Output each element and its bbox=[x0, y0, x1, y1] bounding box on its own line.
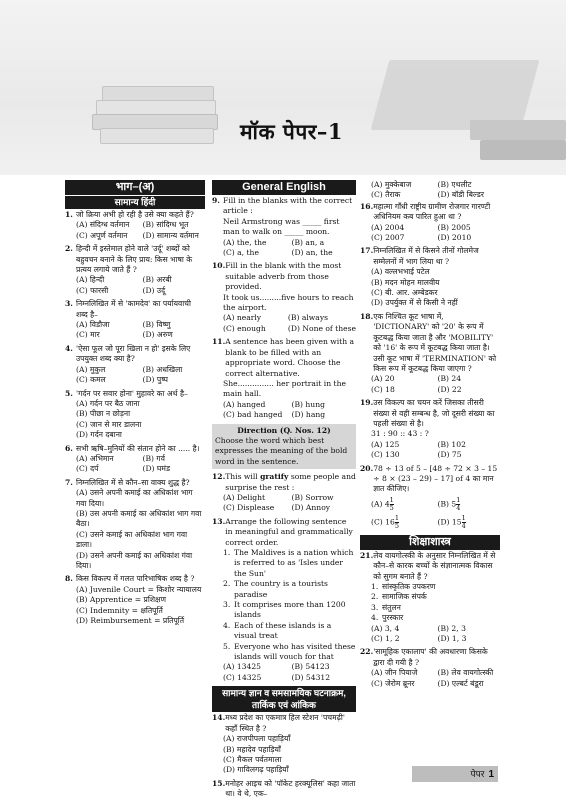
option: (B) अरबी bbox=[142, 275, 172, 285]
option: (B) लेव वायगोत्स्की bbox=[437, 668, 494, 678]
option: (C) जेरोम ब्रूनर bbox=[371, 678, 415, 688]
option: (A) राजपीपला पहाड़ियाँ bbox=[223, 734, 291, 744]
section-header-part-a: भाग–(अ) bbox=[65, 180, 205, 195]
option: (D) उर्दू bbox=[142, 285, 166, 295]
options-grid bbox=[65, 454, 205, 475]
options-grid bbox=[360, 440, 500, 461]
question-text: मध्य प्रदेश का एकमात्र हिल स्टेशन 'पचमढ़ी' कहाँ स्थित है ? bbox=[225, 713, 345, 733]
option: (B) Sorrow bbox=[291, 492, 334, 502]
statement-number: 2. bbox=[223, 579, 231, 589]
question-item bbox=[360, 647, 500, 689]
question-text-part: some people and surprise the rest : bbox=[225, 472, 356, 492]
fraction-option bbox=[371, 497, 434, 512]
section-header-hindi: सामान्य हिंदी bbox=[65, 196, 205, 209]
option: (D) अरुण bbox=[142, 330, 173, 340]
question-subtext: Neil Armstrong was _____ first man to walk on _____ moon. bbox=[223, 216, 340, 237]
column-3 bbox=[360, 180, 500, 692]
option: (B) सांदिग्ध भूत bbox=[142, 220, 189, 230]
question-item bbox=[360, 551, 500, 645]
options-grid bbox=[212, 662, 356, 683]
page-number: 1 bbox=[488, 769, 494, 780]
statement-number: 3. bbox=[223, 600, 231, 610]
options-grid bbox=[360, 624, 500, 645]
question-item bbox=[65, 244, 205, 296]
question-number: 14. bbox=[212, 713, 226, 723]
question-subtext: It took us.........five hours to reach the airport. bbox=[223, 292, 354, 313]
denominator: 5 bbox=[389, 503, 394, 512]
statement bbox=[360, 603, 500, 613]
denominator: 5 bbox=[394, 521, 399, 530]
options-grid bbox=[65, 585, 205, 627]
question-text: 'गर्दन पर सवार होना' मुहावरे का अर्थ है– bbox=[76, 388, 188, 398]
question-number: 3. bbox=[65, 299, 73, 309]
option: (D) hang bbox=[291, 410, 326, 420]
question-item bbox=[212, 261, 356, 334]
column-2 bbox=[212, 180, 356, 803]
option-label: (B) 5 bbox=[437, 499, 457, 509]
statement bbox=[360, 592, 500, 602]
question-text: 'सामूहिक एकालाप' की अवधारणा किसके द्वारा दी गयी है ? bbox=[373, 647, 488, 667]
options-grid bbox=[65, 488, 205, 571]
option: (D) पुष्प bbox=[142, 375, 168, 385]
question-text-part: This will bbox=[225, 472, 261, 482]
question-text: जो क्रिया अभी हो रही है उसे क्या कहते हैं? bbox=[76, 210, 194, 219]
question-number: 16. bbox=[360, 201, 374, 211]
question-item bbox=[212, 196, 356, 258]
direction-heading: Direction (Q. Nos. 12) bbox=[237, 425, 331, 435]
options-grid bbox=[212, 493, 356, 514]
question-text: लेव वायगोत्स्की के अनुसार निम्नलिखित में से कौन–से कारक बच्चों के संज्ञानात्मक विकास को सुगम बनाते हैं ? bbox=[373, 550, 496, 581]
page-title: मॉक पेपर–1 bbox=[240, 119, 343, 144]
option: (A) हिन्दी bbox=[76, 275, 105, 285]
option: (C) a, the bbox=[223, 248, 259, 258]
question-item bbox=[65, 210, 205, 241]
option: (D) 54312 bbox=[291, 672, 331, 682]
options-grid bbox=[360, 223, 500, 244]
statement bbox=[212, 621, 356, 642]
page-footer bbox=[412, 766, 498, 782]
question-item bbox=[65, 344, 205, 386]
denominator: 4 bbox=[461, 521, 466, 530]
statement bbox=[360, 613, 500, 623]
option: (D) गाविलगढ़ पहाड़ियाँ bbox=[223, 765, 289, 775]
option: (B) an, a bbox=[291, 237, 325, 247]
option: (C) Indemnity = क्षतिपूर्ति bbox=[76, 605, 163, 615]
question-item bbox=[65, 389, 205, 441]
option: (A) विडौजा bbox=[76, 320, 110, 330]
question-number: 4. bbox=[65, 343, 73, 353]
section-header-english: General English bbox=[212, 180, 356, 195]
question-number: 1. bbox=[65, 210, 73, 219]
question-number: 15. bbox=[212, 778, 226, 788]
question-text: A sentence has been given with a blank to be filled with an appropriate word. Choose the correct alternative. bbox=[225, 337, 355, 378]
question-number: 20. bbox=[360, 463, 374, 473]
fraction-option bbox=[438, 515, 501, 530]
statement-number: 5. bbox=[223, 641, 231, 651]
question-list bbox=[360, 202, 500, 461]
option: (D) गर्दन दबाना bbox=[76, 430, 122, 440]
statement-text: सांस्कृतिक उपकरण bbox=[382, 582, 436, 591]
option: (C) 2007 bbox=[371, 233, 405, 243]
question-number: 10. bbox=[212, 261, 226, 271]
question-text: किस विकल्प में गलत पारिभाषिक शब्द है ? bbox=[76, 574, 195, 584]
options-grid bbox=[360, 267, 500, 309]
option: (B) 102 bbox=[437, 439, 466, 449]
option: (C) फारसी bbox=[76, 285, 109, 295]
option: (C) enough bbox=[223, 323, 266, 333]
numerator: 1 bbox=[389, 495, 394, 504]
option: (B) 2, 3 bbox=[437, 623, 466, 633]
option: (D) उपर्युक्त में से किसी ने नहीं bbox=[371, 298, 458, 308]
option: (A) nearly bbox=[223, 313, 262, 323]
statement-text: The Maldives is a nation which is referred to as 'Isles under the Sun' bbox=[234, 548, 354, 578]
option: (D) Annoy bbox=[291, 503, 331, 513]
question-item bbox=[360, 398, 500, 460]
statement-text: Everyone who has visited these islands will vouch for that bbox=[234, 641, 356, 662]
footer-label: पेपर bbox=[470, 769, 485, 779]
option: (D) एल्बर्ट बंडूरा bbox=[437, 678, 484, 688]
option: (D) 75 bbox=[437, 450, 462, 460]
question-subtext: She............... her portrait in the main hall. bbox=[223, 378, 346, 399]
options-grid bbox=[360, 374, 500, 395]
question-item bbox=[360, 464, 500, 530]
question-list bbox=[212, 196, 356, 421]
option: (C) मार bbox=[76, 330, 100, 340]
question-number: 11. bbox=[212, 337, 226, 347]
fraction-option bbox=[371, 515, 434, 530]
question-text: निम्नलिखित में से किसने तीनों गोलमेज सम्मेलनों में भाग लिया था ? bbox=[373, 246, 479, 266]
option: (B) 54123 bbox=[291, 662, 330, 672]
options-grid bbox=[65, 220, 205, 241]
option: (C) bad hanged bbox=[223, 410, 283, 420]
statement-number: 2. bbox=[371, 592, 379, 602]
question-item bbox=[65, 574, 205, 626]
option: (A) 20 bbox=[371, 374, 395, 384]
question-number: 18. bbox=[360, 311, 374, 321]
direction-box bbox=[212, 424, 356, 470]
statement-number: 1. bbox=[223, 548, 231, 557]
option: (B) always bbox=[287, 313, 329, 323]
statement-number: 1. bbox=[371, 582, 379, 591]
option: (A) जीन पियाजे bbox=[371, 668, 418, 678]
option: (A) उसने अपनी कमाई का अधिकांश भाग गवा दिया। bbox=[76, 488, 193, 508]
question-item bbox=[212, 472, 356, 514]
numerator: 1 bbox=[456, 495, 461, 504]
options-grid bbox=[65, 365, 205, 386]
option: (A) 125 bbox=[371, 439, 400, 449]
question-text: 'ऐसा फूल जो पूरा खिला न हो' इसके लिए उपयुक्त शब्द क्या है? bbox=[76, 343, 191, 364]
options-grid bbox=[65, 275, 205, 296]
option: (D) घमंड bbox=[142, 464, 171, 474]
question-number: 13. bbox=[212, 516, 226, 526]
question-number: 7. bbox=[65, 477, 73, 487]
column-1 bbox=[65, 180, 205, 629]
statement-number: 4. bbox=[223, 620, 231, 630]
section-header-gk: सामान्य ज्ञान व समसामयिक घटनाक्रम, तार्किक एवं आंकिक bbox=[212, 686, 356, 712]
option: (D) Reimbursement = प्रतिपूर्ति bbox=[76, 616, 185, 626]
option: (A) 13425 bbox=[223, 662, 261, 672]
statement-text: Each of these islands is a visual treat bbox=[234, 620, 332, 641]
option: (D) 22 bbox=[437, 384, 462, 394]
option: (A) Juvenile Court = किशोर न्यायालय bbox=[76, 584, 202, 594]
option: (A) संदिग्ध वर्तमान bbox=[76, 220, 130, 230]
option: (B) एथलीट bbox=[437, 180, 472, 189]
option-label: (A) 4 bbox=[371, 499, 390, 509]
option: (A) Delight bbox=[223, 492, 266, 502]
section-header-pedagogy: शिक्षाशास्त्र bbox=[360, 535, 500, 550]
option: (C) जान से मार डालना bbox=[76, 419, 142, 429]
option: (C) मैकल पर्वतमाला bbox=[223, 754, 282, 764]
option: (B) 2005 bbox=[437, 222, 471, 232]
book-stack-decoration bbox=[470, 120, 566, 140]
statement bbox=[212, 642, 356, 663]
question-text: मनोहर आइच को 'पॉकेट हरक्यूलिस' कहा जाता था। वे थे, एक– bbox=[225, 778, 356, 799]
statement-text: It comprises more than 1200 islands bbox=[234, 600, 346, 620]
question-text: 78 ÷ 13 of 5 – [48 ÷ 72 × 3 – 15 ÷ 8 × (23 – 29) – 17] of 4 का मान ज्ञात कीजिए। bbox=[373, 463, 498, 494]
options-grid bbox=[212, 238, 356, 259]
statement-text: The country is a tourists paradise bbox=[234, 579, 328, 599]
question-text: निम्नलिखित में से 'कामदेव' का पर्यायवाची शब्द है– bbox=[76, 299, 191, 319]
statement-number: 4. bbox=[371, 613, 379, 623]
question-text: निम्नलिखित में से कौन–सा वाक्य शुद्ध है? bbox=[76, 477, 190, 487]
option-label: (C) 16 bbox=[371, 517, 395, 527]
question-text bbox=[225, 472, 356, 493]
question-item bbox=[65, 444, 205, 475]
fraction-option bbox=[438, 497, 501, 512]
option: (B) Apprentice = प्रशिक्षण bbox=[76, 595, 166, 605]
fraction bbox=[395, 515, 399, 530]
option: (D) बॉडी बिल्डर bbox=[437, 190, 484, 200]
options-grid bbox=[360, 497, 500, 530]
numerator: 1 bbox=[394, 513, 399, 522]
fraction bbox=[456, 497, 460, 512]
question-item bbox=[212, 779, 356, 800]
statement-text: सामाजिक संपर्क bbox=[382, 592, 427, 602]
option: (A) 3, 4 bbox=[371, 623, 400, 633]
question-item bbox=[360, 312, 500, 395]
statement-number: 3. bbox=[371, 602, 379, 612]
options-grid bbox=[212, 313, 356, 334]
header-banner bbox=[0, 0, 566, 175]
option: (C) बी. आर. अम्बेडकर bbox=[371, 288, 438, 298]
option: (B) hung bbox=[291, 399, 325, 409]
option: (A) अभिमान bbox=[76, 453, 114, 463]
question-text: महात्मा गाँधी राष्ट्रीय ग्रामीण रोजगार गारण्टी अधिनियम कब पारित हुआ था ? bbox=[373, 201, 491, 222]
question-item bbox=[65, 478, 205, 572]
option: (B) पीछा न छोड़ना bbox=[76, 409, 131, 419]
option: (D) 2010 bbox=[437, 233, 472, 243]
option: (C) 18 bbox=[371, 384, 395, 394]
option: (A) वल्लभभाई पटेल bbox=[371, 267, 430, 277]
option: (C) दर्प bbox=[76, 464, 99, 474]
options-list bbox=[212, 734, 356, 776]
option: (B) 24 bbox=[437, 374, 462, 384]
option: (C) अपूर्ण वर्तमान bbox=[76, 230, 128, 240]
statement bbox=[360, 582, 500, 592]
question-text: Fill in the blank with the most suitable adverb from those provided. bbox=[225, 261, 342, 292]
statement bbox=[212, 600, 356, 621]
option: (D) सामान्य वर्तमान bbox=[142, 230, 199, 240]
option: (D) an, the bbox=[291, 248, 333, 258]
options-grid bbox=[65, 399, 205, 441]
option: (D) उसने अपनी कमाई का अधिकांश गंवा दिया। bbox=[76, 550, 193, 570]
question-text: Fill in the blanks with the correct article : bbox=[223, 196, 353, 216]
question-number: 6. bbox=[65, 443, 73, 453]
numerator: 1 bbox=[461, 513, 466, 522]
question-item bbox=[212, 517, 356, 684]
question-text: उस विकल्प का चयन करें जिसका तीसरी संख्या से वही सम्बन्ध है, जो दूसरी संख्या का पहली संख्या से है। bbox=[373, 398, 495, 428]
book-stack-decoration bbox=[100, 128, 214, 144]
question-item bbox=[360, 202, 500, 244]
question-number: 17. bbox=[360, 246, 374, 256]
question-text: एक निश्चित कूट भाषा में, 'DICTIONARY' को '20' के रूप में कूटबद्ध किया जाता है और 'MOBILITY' को '16' के रूप में कूटबद्ध किया जाता है। उसी कूट भाषा में 'TERMINATION' को किस रूप में कूटबद्ध किया जाएगा ? bbox=[373, 311, 497, 373]
options-grid bbox=[360, 668, 500, 689]
question-text: Arrange the following sentence in meaningful and grammatically correct order. bbox=[225, 516, 353, 547]
option: (A) मुकुल bbox=[76, 364, 106, 374]
statement-text: संतुलन bbox=[382, 602, 401, 612]
option: (C) 14325 bbox=[223, 672, 262, 682]
question-number: 12. bbox=[212, 472, 226, 482]
option: (A) मुक्केबाज bbox=[371, 180, 412, 189]
option: (A) hanged bbox=[223, 399, 266, 409]
option: (B) मदन मोहन मालवीय bbox=[371, 277, 440, 287]
question-item bbox=[212, 337, 356, 420]
question-subtext: 31 : 90 :: 43 : ? bbox=[371, 429, 429, 439]
option: (B) गर्व bbox=[142, 453, 165, 463]
denominator: 4 bbox=[456, 503, 461, 512]
question-number: 2. bbox=[65, 244, 73, 254]
question-item bbox=[212, 713, 356, 775]
option: (C) तैराक bbox=[371, 190, 401, 200]
option: (C) 1, 2 bbox=[371, 634, 400, 644]
question-item bbox=[65, 299, 205, 341]
option: (D) None of these bbox=[287, 323, 356, 333]
question-number: 5. bbox=[65, 388, 73, 398]
book-stack-decoration bbox=[480, 140, 566, 160]
option: (A) गर्दन पर बैठ जाना bbox=[76, 398, 140, 408]
option: (B) महादेव पहाड़ियाँ bbox=[223, 744, 281, 754]
option: (B) अधखिला bbox=[142, 364, 183, 374]
question-number: 22. bbox=[360, 647, 374, 657]
statement bbox=[212, 579, 356, 600]
fraction bbox=[462, 515, 466, 530]
options-grid bbox=[212, 400, 356, 421]
question-text: हिन्दी में इस्तेमाल होने वाले 'उर्दू' शब्दों को बहुवचन बनाने के लिए प्राय: किस भाषा के प्रत्यय लगाये जाते हैं ? bbox=[76, 244, 193, 275]
option: (D) 1, 3 bbox=[437, 634, 467, 644]
statement-text: पुरस्कार bbox=[382, 613, 404, 623]
question-number: 8. bbox=[65, 574, 73, 584]
option: (B) विष्णु bbox=[142, 320, 171, 330]
option-label: (D) 15 bbox=[437, 517, 462, 527]
fraction bbox=[390, 497, 394, 512]
question-number: 9. bbox=[212, 196, 220, 205]
option: (C) उसने कमाई का अधिकांश भाग गवा डाला। bbox=[76, 529, 188, 550]
direction-text: Choose the word which best expresses the meaning of the bold word in the sentence. bbox=[215, 435, 348, 466]
question-item bbox=[360, 246, 500, 308]
option: (A) 2004 bbox=[371, 222, 405, 232]
statement bbox=[212, 548, 356, 579]
question-number: 19. bbox=[360, 398, 374, 408]
options-grid bbox=[65, 320, 205, 341]
option: (A) the, the bbox=[223, 237, 267, 247]
option: (C) कमल bbox=[76, 375, 106, 385]
question-text: सभी ऋषि–मुनियों की संतान होने का ..... है। bbox=[76, 443, 200, 453]
bold-word: gratify bbox=[260, 472, 289, 482]
question-number: 21. bbox=[360, 550, 374, 560]
option: (C) 130 bbox=[371, 450, 400, 460]
options-grid bbox=[360, 180, 500, 201]
option: (B) उस अपनी कमाई का अधिकांश भाग गवा बैठा। bbox=[76, 508, 202, 529]
option: (C) Displease bbox=[223, 503, 275, 513]
question-list bbox=[65, 210, 205, 626]
